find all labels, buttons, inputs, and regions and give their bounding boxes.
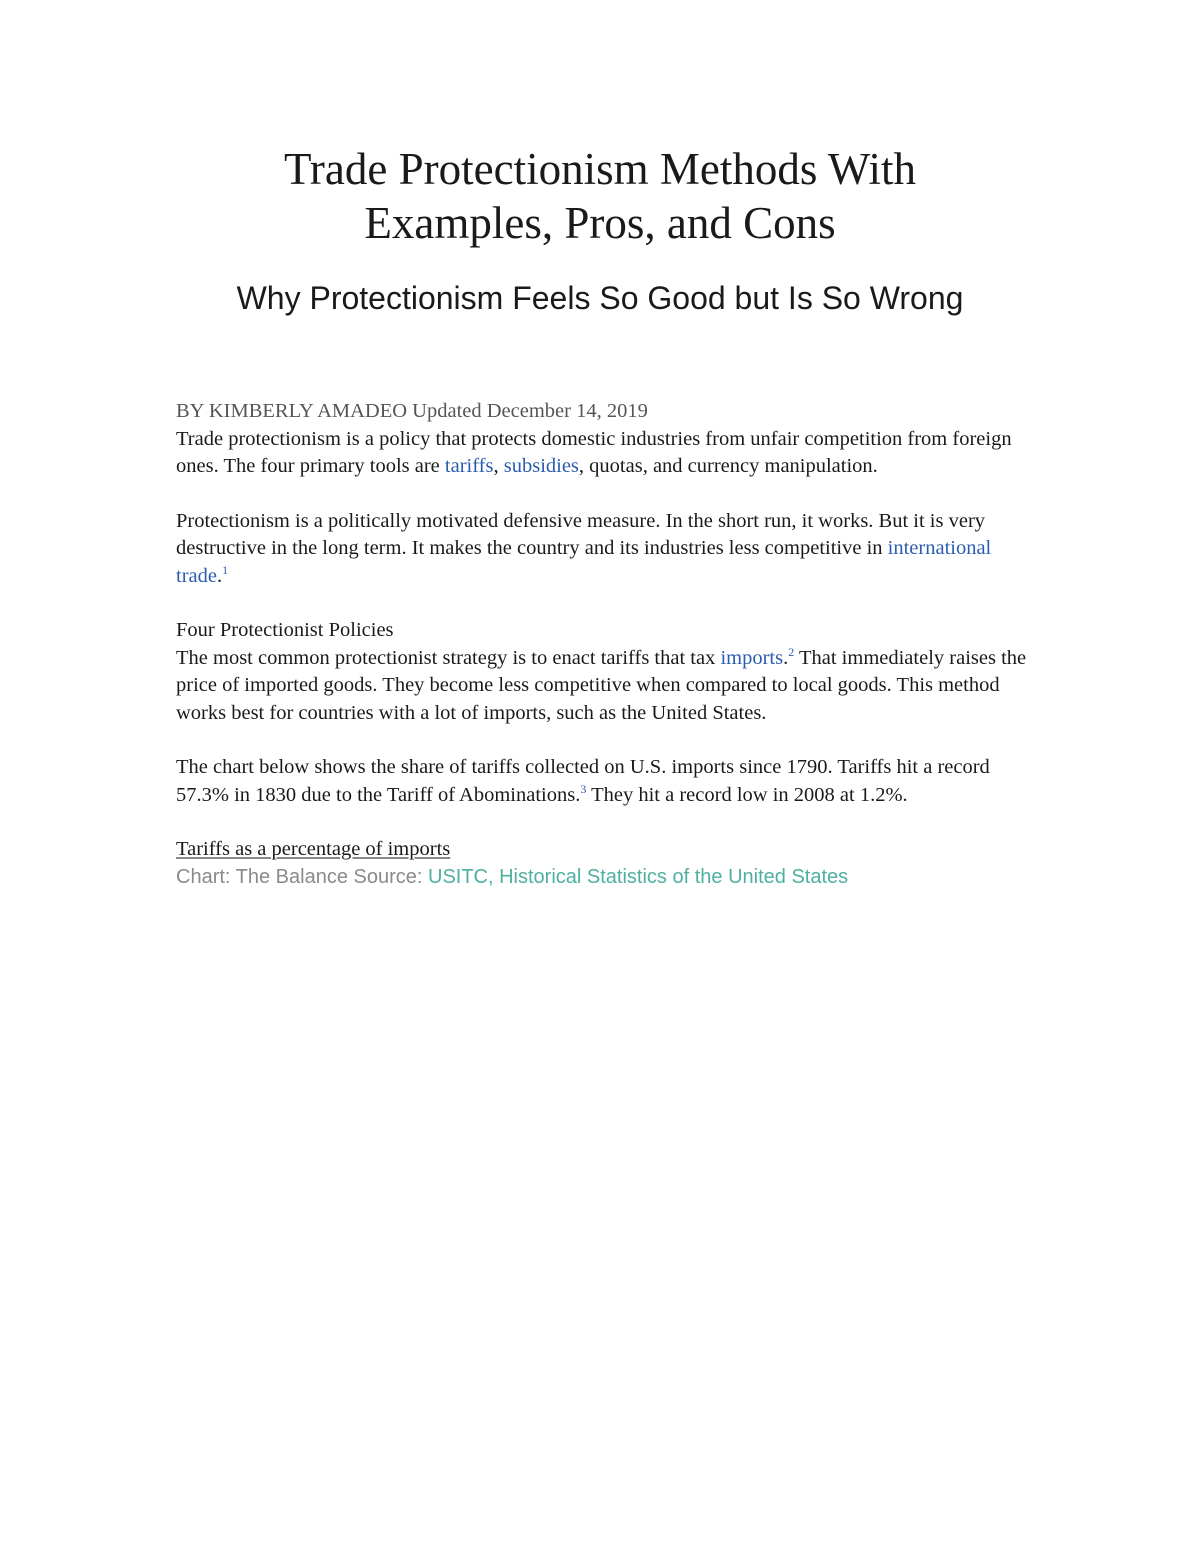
link-tariffs[interactable]: tariffs xyxy=(444,455,494,477)
article-body xyxy=(176,398,1036,891)
article-subtitle: Why Protectionism Feels So Good but Is So Wrong xyxy=(236,280,964,316)
chart-caption-title: Tariffs as a percentage of imports xyxy=(176,838,451,860)
link-international-trade[interactable]: international trade xyxy=(176,537,992,587)
paragraph-text: That immediately raises the price of imported goods. They become less competitive when compared to local goods. This method works best for countries with a lot of imports, such as the United States. xyxy=(176,646,1027,724)
link-imports[interactable]: imports xyxy=(720,646,784,669)
byline xyxy=(176,398,1036,426)
paragraph-text: The chart below shows the share of tariffs collected on U.S. imports since 1790. Tariffs hit a record 57.3% in 1830 due to the Tariff of Abominations. xyxy=(176,756,990,806)
paragraph-intro xyxy=(176,426,1036,481)
chart-source-label: Chart: The Balance Source: xyxy=(176,865,428,888)
link-subsidies[interactable]: subsidies xyxy=(503,455,579,477)
author: BY KIMBERLY AMADEO xyxy=(176,400,408,422)
paragraph-text: The most common protectionist strategy is to enact tariffs that tax xyxy=(176,646,721,669)
paragraph-text: . xyxy=(783,646,789,669)
paragraph-text: They hit a record low in 2008 at 1.2%. xyxy=(586,783,908,806)
footnote-ref-2[interactable]: 2 xyxy=(788,644,795,659)
article-title xyxy=(0,142,1200,250)
paragraph-text: , xyxy=(493,455,504,477)
paragraph-text: . xyxy=(216,564,223,587)
paragraph-text: , quotas, and currency manipulation. xyxy=(578,455,878,477)
article-title-line-2: Examples, Pros, and Cons xyxy=(364,198,836,248)
paragraph-tariffs xyxy=(176,645,1036,728)
chart-source xyxy=(176,864,1036,892)
footnote-ref-3[interactable]: 3 xyxy=(580,781,587,796)
footnote-ref-1[interactable]: 1 xyxy=(222,562,229,577)
section-heading: Four Protectionist Policies xyxy=(176,619,394,641)
paragraph-chart-intro xyxy=(176,754,1036,809)
paragraph-text: Trade protectionism is a policy that protects domestic industries from unfair competition from foreign ones. The four primary tools are xyxy=(176,427,1012,477)
paragraph-text: Protectionism is a politically motivated defensive measure. In the short run, it works. But it is very destructive in the long term. It makes the country and its industries less competitive in xyxy=(176,509,986,559)
paragraph-protectionism xyxy=(176,508,1036,591)
article-title-line-1: Trade Protectionism Methods With xyxy=(284,144,916,194)
chart-source-link[interactable]: USITC, Historical Statistics of the United States xyxy=(428,865,849,888)
updated-date: Updated December 14, 2019 xyxy=(412,400,648,422)
